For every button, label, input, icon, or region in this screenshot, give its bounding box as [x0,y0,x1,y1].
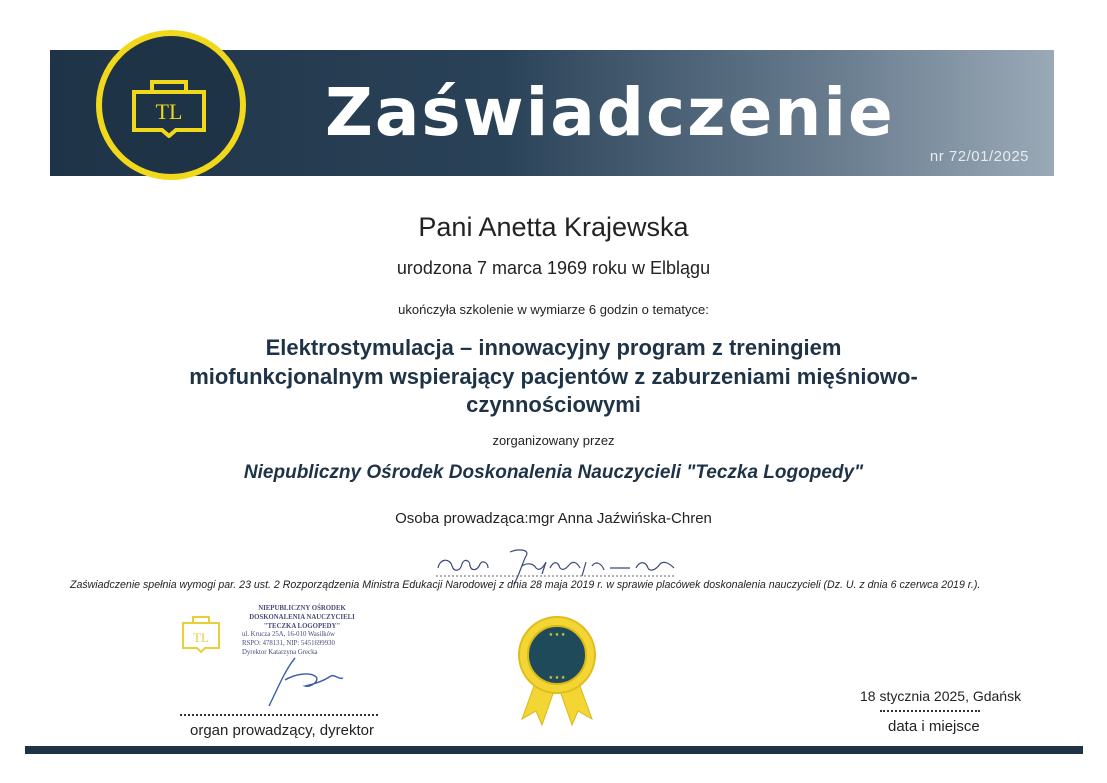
stamp-line: Dyrektor Katarzyna Grecka [242,649,318,657]
training-intro: ukończyła szkolenie w wymiarze 6 godzin o tematyce: [398,302,709,317]
topic-line: Elektrostymulacja – innowacyjny program z treningiem [265,335,842,360]
stamp-line: ul. Krucza 25A, 16-010 Wasilków [242,631,335,639]
stamp-line: RSPO: 478131, NIP: 5451699930 [242,640,335,648]
birth-info: urodzona 7 marca 1969 roku w Elblągu [396,258,711,278]
svg-text:★ ★ ★: ★ ★ ★ [548,632,566,638]
left-signature-line [180,714,378,716]
footer-bar [25,746,1083,754]
organized-by-intro: zorganizowany przez [492,433,615,448]
right-signature-line [880,710,980,712]
training-topic [0,334,1107,420]
gold-seal-icon [512,615,602,727]
stamp-logo-text: TL [193,630,209,645]
topic-line: czynnościowymi [466,392,641,418]
lecturer: Osoba prowadząca:mgr Anna Jaźwińska-Chren [395,510,712,527]
topic-line: miofunkcjonalnym wspierający pacjentów z zaburzeniami mięśniowo- [189,363,918,389]
certificate-title: Zaświadczenie [325,74,895,151]
date-place: 18 stycznia 2025, Gdańsk [860,688,1022,704]
organ-caption: organ prowadzący, dyrektor [190,722,374,739]
legal-note: Zaświadczenie spełnia wymogi par. 23 ust. 2 Rozporządzenia Ministra Edukacji Narodowej z dnia 28 maja 2019 r. w sprawie placówek doskonalenia nauczycieli (Dz. U. z dnia 6 czerwca 2019 r.). [70,579,981,591]
stamp-line: DOSKONALENIA NAUCZYCIELI [249,613,355,621]
logo-text: TL [155,99,183,124]
recipient-name: Pani Anetta Krajewska [418,212,689,242]
stamp-line: NIEPUBLICZNY OŚRODEK [258,605,346,612]
stamp-logo-icon [180,614,222,656]
date-caption: data i miejsce [888,718,980,735]
svg-text:★ ★ ★: ★ ★ ★ [548,675,566,681]
organizer-name: Niepubliczny Ośrodek Doskonalenia Nauczycieli "Teczka Logopedy" [243,462,864,483]
director-signature [255,650,365,710]
certificate-number: nr 72/01/2025 [929,148,1029,165]
stamp-line: "TECZKA LOGOPEDY" [263,622,341,630]
briefcase-logo-icon [130,80,208,138]
